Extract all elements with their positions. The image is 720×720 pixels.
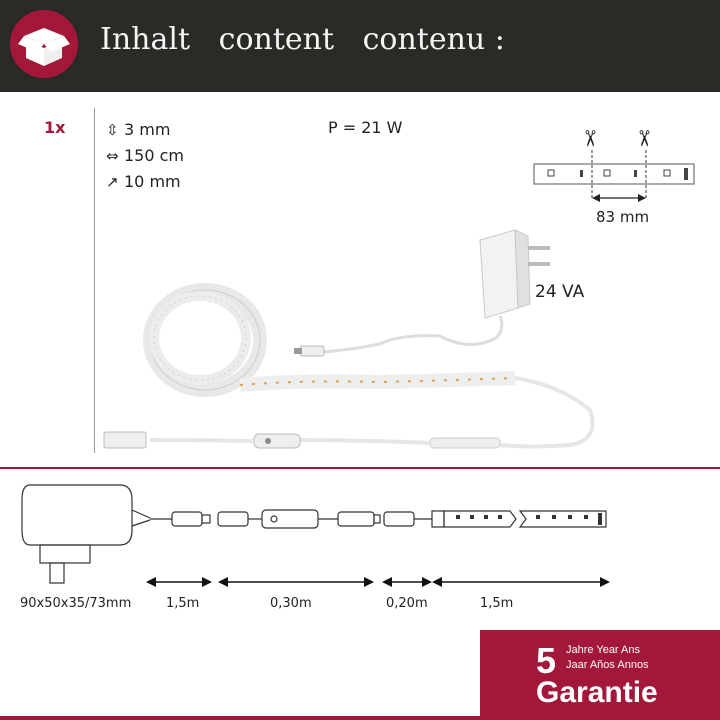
adapter-dimensions: 90x50x35/73mm xyxy=(20,596,132,611)
guarantee-years: 5 xyxy=(536,640,557,681)
segment-length: 0,20m xyxy=(386,596,428,611)
power-rating: P = 21 W xyxy=(328,118,403,137)
scissors-icon: ✂ xyxy=(576,129,602,148)
bend-radius-icon: ↗ xyxy=(106,173,119,191)
spec-height: ⇳ 3 mm xyxy=(106,120,171,139)
guarantee-line-2: Jaar Años Annos xyxy=(566,659,649,671)
guarantee-badge xyxy=(480,630,720,720)
height-icon: ⇳ xyxy=(106,121,119,139)
guarantee-word: Garantie xyxy=(536,676,658,709)
page-title: Inhalt content contenu : xyxy=(100,22,505,57)
cut-interval: 83 mm xyxy=(596,208,650,226)
segment-length: 0,30m xyxy=(270,596,312,611)
bottom-line xyxy=(0,716,720,720)
spec-bend-radius: ↗ 10 mm xyxy=(106,172,181,191)
segment-length: 1,5m xyxy=(480,596,514,611)
spec-length: ⇔ 150 cm xyxy=(106,146,185,165)
segment-length: 1,5m xyxy=(166,596,200,611)
quantity-label: 1x xyxy=(44,118,66,137)
scissors-icon: ✂ xyxy=(630,129,656,148)
guarantee-line-1: Jahre Year Ans xyxy=(566,644,641,656)
length-icon: ⇔ xyxy=(106,147,119,165)
adapter-rating: 24 VA xyxy=(535,282,585,302)
